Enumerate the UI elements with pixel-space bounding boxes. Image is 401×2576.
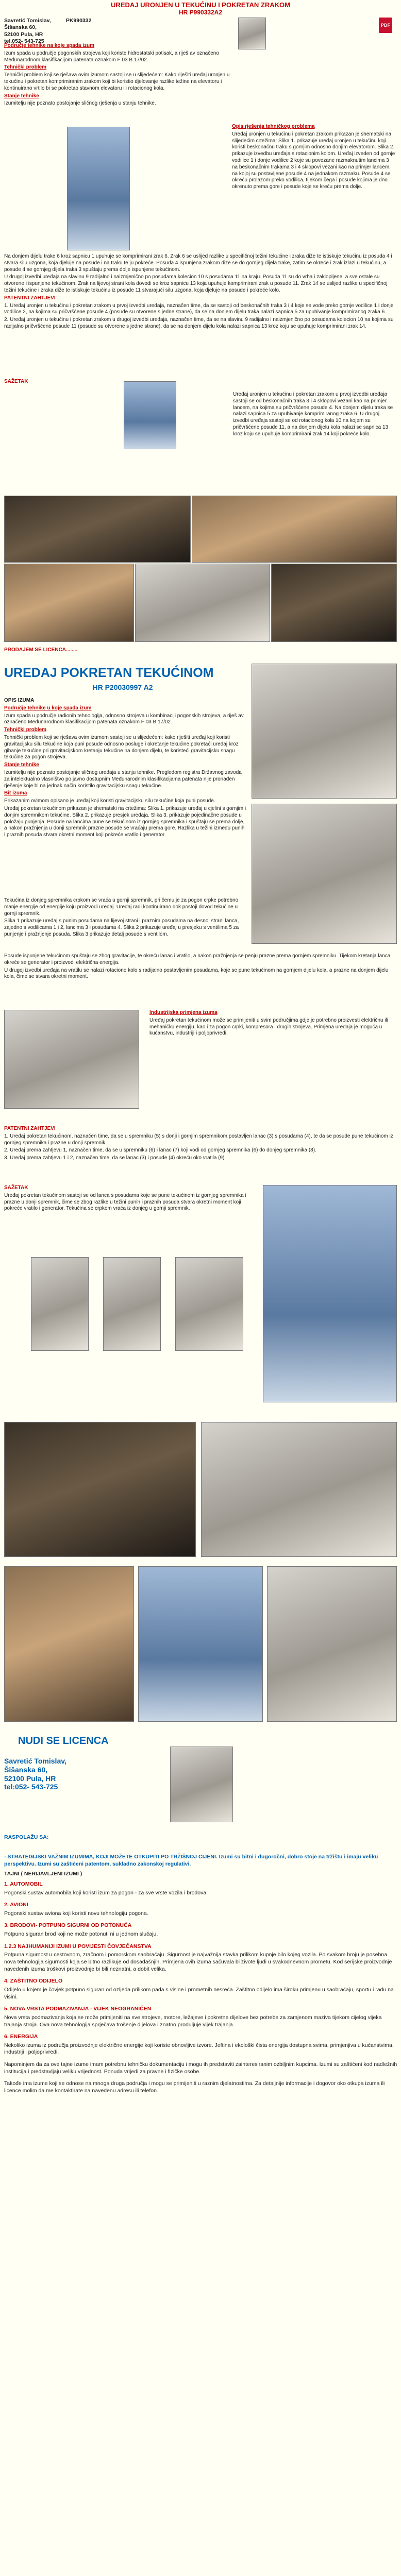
plans-item-title: 3. BRODOVI- POTPUNO SIGURNI OD POTONUĆA — [4, 1922, 132, 1929]
p2-claims-heading: PATENTNI ZAHTJEVI — [4, 1126, 56, 1131]
diagram-figure-1 — [67, 127, 130, 250]
plans-item-title: 1. AUTOMOBIL — [4, 1880, 43, 1887]
part1-summary-head — [4, 379, 107, 386]
part2-body-2 — [4, 897, 246, 939]
plans-item — [4, 1943, 398, 1973]
p2-claim3: 3. Uređaj prema zahtjevu 1 i 2, naznačen time, da se lanac (3) i posude (4) okreću oko vratila (9). — [4, 1155, 226, 1161]
part2-code: HR P20030997 A2 — [92, 683, 153, 691]
author-photo — [238, 18, 266, 49]
plans-item-title: 1.2.3 NAJHUMANIJI IZUMI U POVIJESTI ČOVJEČANSTVA — [4, 1943, 152, 1950]
contact-photo — [170, 1747, 233, 1822]
part1-desc2 — [4, 253, 396, 331]
plans-item-text: Takođe ima izume koji se odnose na mnoga druga područja i mogu se primijeniti u raznim djelatnostima. Za detaljnije informacije i dogovor oko otkupa izuma ili licence molim da me kontaktirate na navedenu adresu ili telefon. — [4, 2080, 385, 2094]
desc3-text: U drugoj izvedbi uređaja na slavinu 9 radijalno i naizmjenično po posudama kolecion 10 s posudama 11 na kraju. Posuda 11 su do vrha i zaklopljene, a sve ostale su otvorene i ispunjene tekućinom. Zrak na lijevoj strani kola dovodi se kroz sapnicu 13 koja upuhuje komprimirani zrak u posude 11. Zrak 14 se uslijed razlike u specifičnoj težini tekućine i zraka diže te istiskuje tekućinu iz posude 11 stvarajući silu uzgona, koja djeluje na posude i pokreće kolo. — [4, 274, 388, 293]
state-heading: Stanje tehnike — [4, 93, 39, 99]
p2-desc3-text: Tekućina iz donjeg spremnika crpkom se vraća u gornji spremnik, pri čemu je za pogon crpke potrebno manje energije od energije koju proizvodi uređaj. Uređaj radi kontinuirano dok postoji dovod tekućine u gornji spremnik. — [4, 897, 239, 917]
part2-diagram-small-2 — [103, 1257, 161, 1351]
plans-item-text: Nekoliko izuma iz područja proizvodnje električne energije koji koriste obnovljive izvore. Jeftina i ekološki čista energija dostupna svima, primjenjiva u kućanstvima, industriji i poljoprivredi. — [4, 2042, 394, 2056]
summary-heading: SAŽETAK — [4, 379, 28, 384]
claim2-text: 2. Uređaj uronjen u tekućinu i pokretan zrakom u drugoj izvedbi uređaja, naznačen time, da se na slavinu 9 radijalno i naizmjenično po posudama kolecion 10 na kojima su radijalno pričvršćene posude 11 (posude su otvorene s jedne strane), da se na donjem dijelu kola nalazi sapnica 13 kroz koju se upuhuje komprimirani zrak 14. — [4, 317, 394, 329]
tech-text: Tehnički problem koji se rješava ovim izumom sastoji se u slijedećem: Kako riješiti uređaj uronjen u tekućinu i pokretan komprimiranim zrakom koji bi koristio djelovanje razlike težine na elevatoru i kontinuirano vrtilo bi se pokretao stavnom elevatoru ili rotacionog kola. — [4, 72, 230, 91]
plans-item-text: Napominjem da za ove tajne izume imam potrebnu tehničku dokumentaciju i mogu ih predstaviti zainteresiranim ozbiljnim kupcima. Izumi su zaštićeni kod nadležnih institucija i predstavljaju veliku vrijednost. Ponuda vrijedi za pravne i fizičke osobe. — [4, 2061, 397, 2075]
p2-state-text: Izumitelju nije poznato postojanje sličnog uređaja u stanju tehnike. Pregledom registra Državnog zavoda za intelektualno vlasništvo po javno dostupnim Međunarodnim klasifikacijama patenata nije pronađen rješenje koje bi na jednak način koristilo gravitacijsku snagu tekućine. — [4, 769, 242, 789]
contact-tel: tel:052- 543-725 — [4, 1783, 58, 1791]
p2-applic-text: Uređaj pokretan tekućinom može se primijeniti u svim područjima gdje je potrebno proizvesti električnu ili mehaničku energiju, kao i za pogon crpki, kompresora i drugih strojeva. Primjena uređaja je moguća u kućanstvu, industriji i poljoprivredi. — [149, 1017, 388, 1037]
p2-desc-heading: Bit izuma — [4, 790, 27, 796]
desc-text: Uređaj uronjen u tekućinu i pokretan zrakom prikazan je shematski na slijedećim crtežima: Slika 1. prikazuje uređaj uronjen u tekućinu koji koristi beskonačnu traku s gornjim odnosno donjim elevatorom. Slika 2. prikazuje izvedbu uređaja s rotacionim kolom. Uređaj izveden od gornje vodilice 1 i donje vodilice 2 koje su povezane razmaknutim lancima 3 na beskonačnim trakama 3 i 4 sklopovi vezani kao na primjer lancem, na kojoj su postavljene posude 4 na jednakom razmaku. Posude 4 se okreću prolazom preko vodilica, tijekom čega i posude kojima je dno okrenuto prema gore i posude koje se kreću prema dolje. — [232, 131, 395, 190]
photo-strip-3 — [4, 564, 134, 642]
part2-diagram-mid — [252, 804, 397, 944]
photo-strip-1 — [4, 496, 191, 563]
photo-strip-2 — [192, 496, 397, 563]
plans-item-text: Odijelo u kojem je čovjek potpuno siguran od ozljeda prilikom pada s visine i prometnih nesreća. Zaštitno odijelo ima široku primjenu u saobraćaju, sportu i radu na visini. — [4, 1986, 394, 2000]
p2-desc5-text: Posude ispunjene tekućinom spuštaju se zbog gravitacije, te okreću lanac i vratilo, a nakon pražnjenja se penju prazne prema gornjem spremniku. Tijekom kretanja lanca okreće se generator i proizvodi električna energija. — [4, 953, 391, 965]
licence-heading: NUDI SE LICENCA — [18, 1735, 109, 1747]
desc-heading: Opis rješenja tehničkog problema — [232, 124, 315, 129]
part2-summary — [4, 1185, 246, 1213]
plans-item — [4, 1902, 398, 1917]
plans-item — [4, 1881, 398, 1896]
diagram-figure-2 — [124, 381, 176, 449]
p2-tech-text: Tehnički problem koji se rješava ovim izumom sastoji se u slijedećem: kako riješiti uređaj koji koristi gravitacijsku silu tekućine koja puni posude odnosno posluge i okretanje tekućine pokretaći uređaj kroz gibanje tekućine pri gravitacijskom kretanju tekućine na donjem dijelu, te koristeći gravitacijsku snagu tekućine za pogon strojeva. — [4, 734, 239, 760]
part1-intro — [4, 43, 231, 108]
contact-block — [4, 1757, 66, 1791]
part2-diagram-small-3 — [175, 1257, 243, 1351]
part2-body-3 — [4, 953, 396, 981]
plans-item — [4, 2061, 398, 2075]
part2-applic — [149, 1010, 396, 1038]
plans-item-title: 5. NOVA VRSTA PODMAZIVANJA - VIJEK NEOGRANIČEN — [4, 2006, 152, 2012]
plans-item-title: 4. ZAŠTITNO ODIJELO — [4, 1978, 63, 1985]
p2-claim2: 2. Uređaj prema zahtjevu 1, naznačen time, da se u spremniku (6) i lanac (7) koji vodi od gornjeg spremnika (6) do donjeg spremnika (8). — [4, 1147, 316, 1154]
p2-tech-heading: Tehnički problem — [4, 727, 47, 733]
author-city: 52100 Pula, HR — [4, 31, 43, 38]
licence-offer — [4, 647, 210, 655]
part2-photo-4 — [138, 1566, 263, 1722]
part2-diagram-small-1 — [31, 1257, 89, 1351]
part2-diagram-left — [4, 1010, 139, 1109]
plans-item-text: Nova vrsta podmazivanja koja se može primijeniti na sve strojeve, motore, ležajeve i pokretne dijelove bez potrebe za zamjenom maziva tijekom cijelog vijeka trajanja stroja. Ova nova tehnologija sprječava trošenje dijelova i znatno produljuje vijek trajanja. — [4, 2014, 382, 2028]
author-patent: PK990332 — [65, 18, 92, 24]
part2-diagram-right — [263, 1185, 397, 1402]
plans-label-block — [4, 1834, 398, 1844]
plans-item-text: Potpuna sigurnost u cestovnom, zračnom i pomorskom saobraćaju. Sigurnost je najvažnija stavka prilikom kupnje bilo kojeg vozila. Po svakom broju je posebna nova tehnologija sigurnosti koja se bitno razlikuje od dosadašnjih. Primjena ovih izuma sačuvala bi živote ljudi u svakodnevnom prometu. Kod serijske proizvodnje navedenih izuma troškovi proizvodnje bi bili neznatni, a dobit velika. — [4, 1952, 392, 1972]
p2-summary-heading: SAŽETAK — [4, 1185, 28, 1191]
part1-summary — [233, 392, 396, 439]
p2-desc6-text: U drugoj izvedbi uređaja na vratilu se nalazi rotaciono kolo s radijalno postavljenim posudama, koje se pune tekućinom na gornjem dijelu kola, a prazne na donjem dijelu kola, čime se stvara okretni moment. — [4, 967, 389, 980]
state-text: Izumitelju nije poznato postojanje sličnog rješenja u stanju tehnike. — [4, 100, 156, 107]
plans-item-title: 2. AVIONI — [4, 1902, 28, 1908]
desc2-text: Na donjem dijelu trake 6 kroz sapnicu 1 upuhuje se komprimirani zrak 6. Zrak 6 se uslijed razlike u specifičnoj težini tekućine i zraka diže te istiskuje tekućinu iz posuda 4 i stvara silu uzgona, koja djeluje na posude i na traku te ju pokreće. Posuda 4 ispunjena zrakom diže se do gornjeg dijela trake, zatim se okreće i zrak izlazi u tekućinu, a posude 4 se gornjeg dijela traka 3 spuštaju prema dolje ispunjene tekućinom. — [4, 253, 392, 273]
plans-list-heading: TAJNI ( NERIJAVLJENI IZUMI ) — [4, 1871, 82, 1877]
p2-field-text: Izum spada u područje radionih tehnologija, odnosno strojeva u kombinaciji pogonskih strojeva, a riješ av označeno Međunarodnom klasifikacijom patenata oznakom F 03 B 17/02. — [4, 713, 244, 725]
plans-item — [4, 1922, 398, 1938]
plans-item-text: Pogonski sustav automobila koji koristi izum za pogon - za sve vrste vozila i brodova. — [4, 1889, 208, 1896]
plans-item — [4, 2033, 398, 2056]
author-name: Savretić Tomislav, — [4, 18, 51, 24]
part2-claims — [4, 1126, 396, 1163]
part2-photo-1 — [4, 1422, 196, 1557]
author-street: Šišanska 60, — [4, 24, 37, 31]
contact-city: 52100 Pula, HR — [4, 1774, 56, 1783]
plans-item — [4, 1978, 398, 2001]
p2-desc-text: Prikazanim ovimom opisano je uređaj koji koristi gravitacijsku silu tekućine koja puni posude. — [4, 798, 215, 804]
part2-photo-3 — [4, 1566, 134, 1722]
part2-title: UREDAJ POKRETAN TEKUĆINOM — [4, 666, 214, 680]
plans-label: RASPOLAŽU SA: — [4, 1834, 49, 1840]
page-title: UREDAJ URONJEN U TEKUĆINU I POKRETAN ZRAKOM — [111, 1, 290, 9]
contact-name: Savretić Tomislav, — [4, 1757, 66, 1765]
plans-item — [4, 2080, 398, 2094]
patent-code: HR P990332A2 — [178, 9, 223, 16]
part1-desc — [232, 124, 396, 192]
photo-strip-5 — [271, 564, 397, 642]
author-block — [4, 18, 159, 45]
intro-text: Izum spada u područje pogonskih strojeva koji koriste hidrostatski potisak, a riješ av označeno Međunarodnom klasifikacijom patenata oznakom F 03 B 17/02. — [4, 50, 219, 63]
part2-diagram-top — [252, 664, 397, 799]
plans-item-text: Potpuno siguran brod koji ne može potonuti ni u jednom slučaju. — [4, 1931, 158, 1938]
p2-summary-text: Uređaj pokretan tekućinom sastoji se od lanca s posudama koje se pune tekućinom iz gornjeg spremnika i prazne u donji spremnik, čime se zbog razlike u težini punih i praznih posuda stvara okretni moment koji pokreće vratilo i generator. Tekućina se crpkom vraća iz donjeg u gornji spremnik. — [4, 1192, 246, 1212]
plans-item-title: 6. ENERGIJA — [4, 2033, 38, 2040]
summary-text: Uređaj uronjen u tekućinu i pokretan zrakom u prvoj izvedbi uređaja sastoji se od beskonačnih traka 3 i 4 sklopovi vezani kao na primjer lancem, na kojima su pričvršćene posude 4. Na donjem dijelu traka se nalazi sapnica 5 za upuhivanje komprimiranog zraka 6. U drugoj izvedbi uređaja sastoji se od rotacionog kola 10 na kojem su pričvršćene posude 11, a na donjem dijelu kola nalazi se sapnica 13 kroz koju se upuhuje komprimirani zrak 14 koji pokreće kolo. — [233, 392, 393, 437]
part2-photo-5 — [267, 1566, 397, 1722]
plans-section — [4, 1854, 398, 2100]
p2-desc2-text: Uređaj pokretan tekućinom prikazan je shematski na crtežima: Slika 1. prikazuje uređaj u cjelini s gornjim i donjim spremnikom tekućine. Slika 2. prikazuje presjek uređaja. Slika 3. prikazuje pojedinačne posude u položaju punjenja. Posude na lancima pune se tekućinom iz gornjeg spremnika i spuštaju se prema dolje, a nakon pražnjenja u donji spremnik prazne posude se vraćaju prema gore. Razlika u težini između punih i praznih posuda stvara okretni moment koji pokreće vratilo i generator. — [4, 805, 246, 838]
claim1-text: 1. Uređaj uronjen u tekućinu i pokretan zrakom u prvoj izvedbi uređaja, naznačen time, da se sastoji od beskonačnih traka 3 i 4 koje se vode preko gornje vodilice 1 i donje vodilice 2, na kojima su pričvršćene posude 4 (posude su otvorene s jedne strane), da se na donjem dijelu traka nalazi sapnica 5 za upuhivanje komprimiranog zraka 6. — [4, 302, 394, 315]
p2-claim1: 1. Uređaj pokretan tekućinom, naznačen time, da se u spremniku (5) s donji i gornjim spremnikom postavljen lanac (3) s posudama (4), te da se posude pune tekućinom iz gornjeg spremnika i prazne u donji spremnik. — [4, 1133, 393, 1146]
claims-heading: PATENTNI ZAHTJEVI — [4, 295, 56, 301]
p2-applic-heading: Industrijska primjena izuma — [149, 1010, 218, 1015]
licence-offer-text: PRODAJEM SE LICENCA........ — [4, 647, 78, 653]
p2-field-heading: Područje tehnike u koje spada izum — [4, 705, 92, 711]
p2-desc4-text: Slika 1 prikazuje uređaj s punim posudama na lijevoj strani i praznim posudama na desnoj strani lanca, zajedno s vodilicama 1 i 2, lancima 3 i posudama 4. Slika 2 prikazuje uređaj u presjeku s ventilima 5 za punjenje i pražnjenje posuda. Slika 3 prikazuje detalj posude s ventilom. — [4, 918, 239, 937]
intro-heading: Područje tehnike na koje spada izum — [4, 43, 95, 48]
contact-street: Šišanska 60, — [4, 1765, 48, 1774]
pdf-icon[interactable]: PDF — [379, 18, 392, 33]
part2-photo-2 — [201, 1422, 397, 1557]
author-tel: tel.052- 543-725 — [4, 38, 44, 45]
photo-strip-4 — [135, 564, 270, 642]
tech-heading: Tehnički problem — [4, 64, 47, 71]
plans-list — [4, 1881, 398, 2095]
opis-heading: OPIS IZUMA — [4, 698, 35, 703]
plans-intro: - STRATEGIJSKI VAŽNIM IZUMIMA, KOJI MOŽETE OTKUPITI PO TRŽIŠNOJ CIJENI. Izumi su bitni i dugoročni, dobro stoje na tržištu i imaju veliku perspektivu. Izumi su zaštićeni patentom, sukladno zakonskoj regulativi. — [4, 1854, 378, 1867]
plans-item-text: Pogonski sustav aviona koji koristi novu tehnologiju pogona. — [4, 1910, 148, 1917]
p2-state-heading: Stanje tehnike — [4, 762, 39, 768]
part2-body — [4, 698, 246, 840]
plans-item — [4, 2006, 398, 2028]
